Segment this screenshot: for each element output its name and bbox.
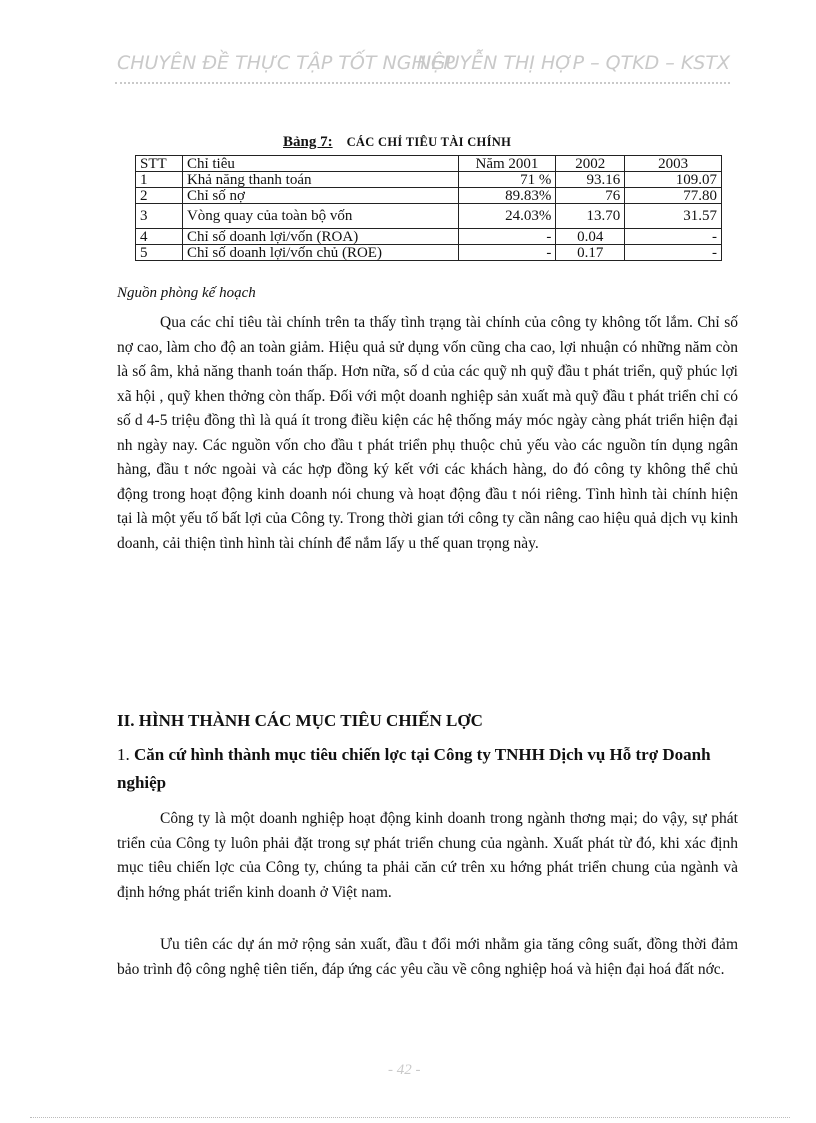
table-cell: Chỉ số nợ <box>182 188 458 204</box>
table-cell: 2 <box>136 188 183 204</box>
body-paragraph-financial-analysis: Qua các chỉ tiêu tài chính trên ta thấy tình trạng tài chính của công ty không tốt lắm. Chỉ số nợ cao, làm cho độ an toàn giảm. Hiệu quả sử dụng vốn cũng cha cao, lợi nhuận có những năm còn là số âm, khả năng thanh toán thấp. Hơn nữa, số d của các quỹ nh quỹ đầu t phát triển, quỹ phúc lợi xã hội , quỹ khen thởng còn thấp. Đối với một doanh nghiệp sản xuất mà quỹ đầu t phát triển chỉ có số d 4-5 triệu đồng thì là quá ít trong điều kiện các hệ thống máy móc ngày càng phát triển hiện đại nh ngày nay. Các nguồn vốn cho đầu t phát triển phụ thuộc chủ yếu vào các nguồn tín dụng ngân hàng, đầu t nớc ngoài và các hợp đồng ký kết với các khách hàng, do đó công ty không thể chủ động trong hoạt động kinh doanh nói chung và hoạt động đầu t nói riêng. Tình hình tài chính hiện tại là một yếu tố bất lợi của Công ty. Trong thời gian tới công ty cần nâng cao hiệu quả dịch vụ kinh doanh, cải thiện tình hình tài chính để nắm lấy u thế quan trọng này. <box>117 314 738 552</box>
table-row <box>136 229 722 245</box>
table-cell: - <box>458 229 556 245</box>
subsection-title: Căn cứ hình thành mục tiêu chiến lợc tại Công ty TNHH Dịch vụ Hỗ trợ Doanh nghiệp <box>117 745 711 792</box>
table-cell: Chỉ số doanh lợi/vốn chủ (ROE) <box>182 245 458 261</box>
financial-indicators-table <box>135 155 722 261</box>
table-row <box>136 188 722 204</box>
table-cell: 31.57 <box>625 204 722 229</box>
table-cell: 24.03% <box>458 204 556 229</box>
table-cell: 4 <box>136 229 183 245</box>
table-row <box>136 245 722 261</box>
table-cell: 109.07 <box>625 172 722 188</box>
table-cell: - <box>625 245 722 261</box>
section-heading: II. HÌNH THÀNH CÁC MỤC TIÊU CHIẾN LỢC <box>117 711 483 730</box>
page-number: - 42 - <box>388 1062 421 1078</box>
table-cell: 3 <box>136 204 183 229</box>
table-row <box>136 172 722 188</box>
header-thesis-title: CHUYÊN ĐỀ THỰC TẬP TỐT NGHIỆP <box>117 52 455 74</box>
table-cell: - <box>458 245 556 261</box>
table-cell: Khả năng thanh toán <box>182 172 458 188</box>
table-label: Bảng 7: <box>283 134 333 150</box>
table-cell: 76 <box>556 188 625 204</box>
column-header: STT <box>136 156 183 172</box>
body-paragraph-priorities: Ưu tiên các dự án mở rộng sản xuất, đầu t đổi mới nhằm gia tăng công suất, đồng thời đảm bảo trình độ công nghệ tiên tiến, đáp ứng các yêu cầu về công nghiệp hoá và hiện đại hoá đất nớc. <box>117 936 738 978</box>
subsection-heading <box>117 741 739 797</box>
table-header-row <box>136 156 722 172</box>
table-cell: 1 <box>136 172 183 188</box>
subsection-number: 1. <box>117 745 130 764</box>
column-header: 2003 <box>625 156 722 172</box>
table-cell: 89.83% <box>458 188 556 204</box>
table-cell: 77.80 <box>625 188 722 204</box>
table-source-note: Nguồn phòng kế hoạch <box>117 285 256 301</box>
table-name: CÁC CHỈ TIÊU TÀI CHÍNH <box>346 135 512 149</box>
table-caption <box>283 134 511 151</box>
table-cell: 0.17 <box>556 245 625 261</box>
table-cell: 93.16 <box>556 172 625 188</box>
table-cell: Chỉ số doanh lợi/vốn (ROA) <box>182 229 458 245</box>
table-cell: 13.70 <box>556 204 625 229</box>
column-header: 2002 <box>556 156 625 172</box>
table-cell: 5 <box>136 245 183 261</box>
column-header: Chỉ tiêu <box>182 156 458 172</box>
table-cell: 71 % <box>458 172 556 188</box>
footer-divider <box>30 1117 790 1118</box>
header-author: NGUYỄN THỊ HỢP – QTKD – KSTX <box>416 52 730 74</box>
header-divider <box>115 82 730 84</box>
table-cell: Vòng quay của toàn bộ vốn <box>182 204 458 229</box>
body-paragraph-basis: Công ty là một doanh nghiệp hoạt động kinh doanh trong ngành thơng mại; do vậy, sự phát triển của Công ty luôn phải đặt trong sự phát triển chung của ngành. Xuất phát từ đó, khi xác định mục tiêu chiến lợc của Công ty, chúng ta phải căn cứ trên xu hớng phát triển chung của ngành và định hớng phát triển kinh doanh ở Việt nam. <box>117 810 738 901</box>
table-cell: 0.04 <box>556 229 625 245</box>
table-row <box>136 204 722 229</box>
column-header: Năm 2001 <box>458 156 556 172</box>
page-header <box>115 52 730 86</box>
table-cell: - <box>625 229 722 245</box>
